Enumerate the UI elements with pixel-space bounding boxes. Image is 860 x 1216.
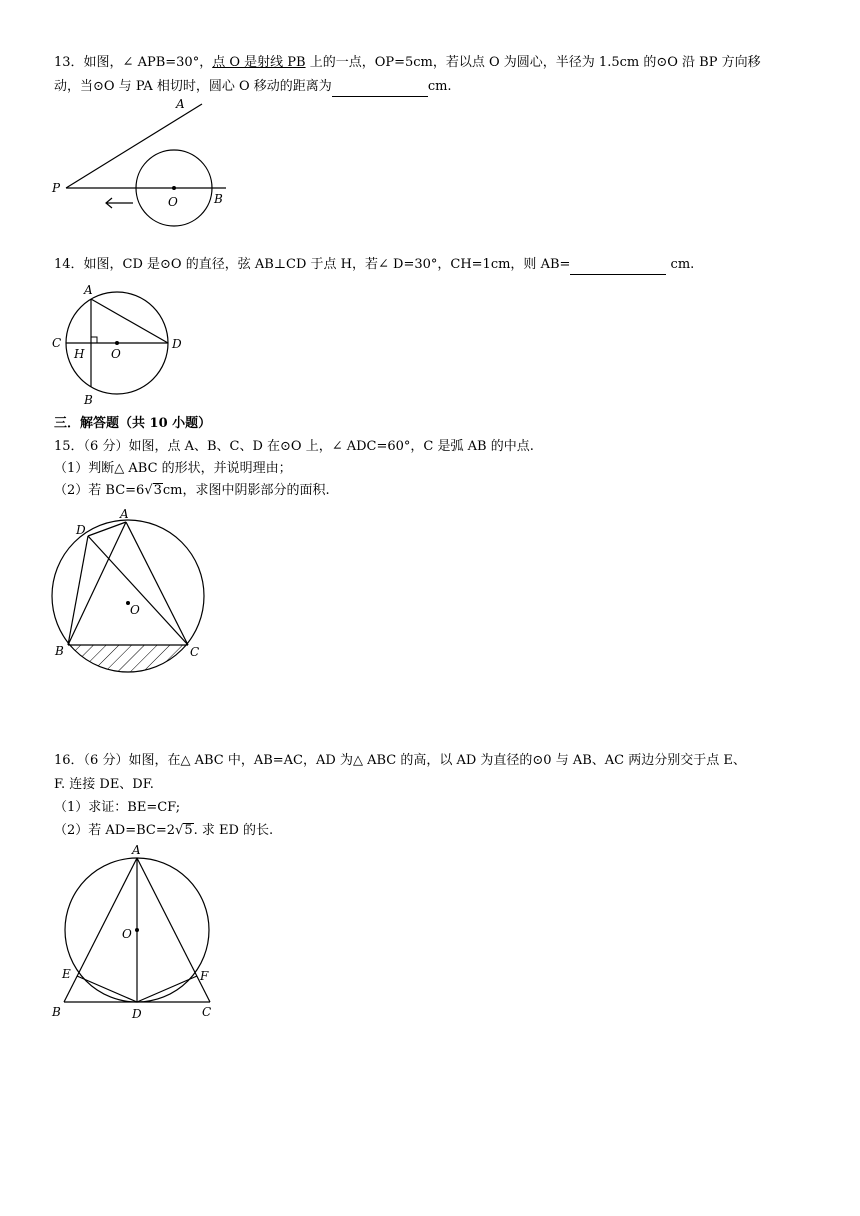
- q13-unit: cm.: [427, 79, 452, 94]
- label-p: P: [52, 181, 61, 195]
- q16-line3: （1）求证：BE=CF;: [54, 800, 181, 815]
- q15-line2: （1）判断△ ABC 的形状，并说明理由；: [54, 461, 292, 476]
- label-h-14: H: [74, 347, 85, 361]
- q13-text-c: 动，当⊙O 与 PA 相切时，圆心 O 移动的距离为: [54, 79, 332, 94]
- segment-ed: [77, 976, 137, 1002]
- q15-sqrt-value: 3: [153, 483, 162, 498]
- label-c-16: C: [202, 1005, 212, 1019]
- label-d-15: D: [76, 523, 86, 537]
- label-a-14: A: [84, 283, 93, 297]
- q13-text-a: 13．如图，∠ APB=30°，: [54, 55, 213, 70]
- label-e-16: E: [62, 967, 71, 981]
- label-c-14: C: [52, 336, 62, 350]
- label-a-16: A: [132, 843, 141, 857]
- label-a: A: [176, 97, 185, 111]
- q13-text-b: 上的一点，OP=5cm，若以点 O 为圆心，半径为 1.5cm 的⊙O 沿 BP 方向移: [305, 55, 761, 70]
- label-b-14: B: [84, 393, 93, 407]
- label-f-16: F: [200, 969, 209, 983]
- label-d-16: D: [132, 1007, 142, 1021]
- q16-line4: （2）若 AD=BC=2√5. 求 ED 的长.: [54, 823, 274, 838]
- q16-text-b: . 求 ED 的长.: [193, 823, 274, 838]
- label-o-16: O: [122, 927, 132, 941]
- label-a-15: A: [120, 507, 129, 521]
- segment-fd: [137, 976, 197, 1002]
- q16-line1: 16．（6 分）如图，在△ ABC 中，AB=AC，AD 为△ ABC 的高，以 AD 为直径的⊙0 与 AB、AC 两边分别交于点 E、: [54, 753, 746, 768]
- q15-line1: 15．（6 分）如图，点 A、B、C、D 在⊙O 上，∠ ADC=60°，C 是弧 AB 的中点.: [54, 439, 534, 454]
- section-heading: 三．解答题（共 10 小题）: [54, 416, 212, 431]
- q13-underlined-text: 点 O 是射线 PB: [212, 55, 306, 70]
- label-c-15: C: [190, 645, 200, 659]
- label-o-15: O: [130, 603, 140, 617]
- q16-line2: F. 连接 DE、DF.: [54, 777, 154, 792]
- label-b-16: B: [52, 1005, 61, 1019]
- label-o: O: [168, 195, 178, 209]
- q14-text-a: 14．如图，CD 是⊙O 的直径，弦 AB⊥CD 于点 H，若∠ D=30°，CH=1cm，则 AB=: [54, 257, 571, 272]
- center-dot-16: [135, 928, 139, 932]
- q15-text-a: （2）若 BC=6: [54, 483, 145, 498]
- label-b: B: [214, 192, 223, 206]
- q14-unit: cm.: [666, 257, 695, 272]
- q15-line3: （2）若 BC=6√3cm，求图中阴影部分的面积.: [54, 483, 330, 498]
- label-d-14: D: [172, 337, 182, 351]
- label-b-15: B: [55, 644, 64, 658]
- q16-text-a: （2）若 AD=BC=2: [54, 823, 176, 838]
- q15-text-b: cm，求图中阴影部分的面积.: [162, 483, 330, 498]
- q16-sqrt-value: 5: [184, 823, 193, 838]
- label-o-14: O: [111, 347, 121, 361]
